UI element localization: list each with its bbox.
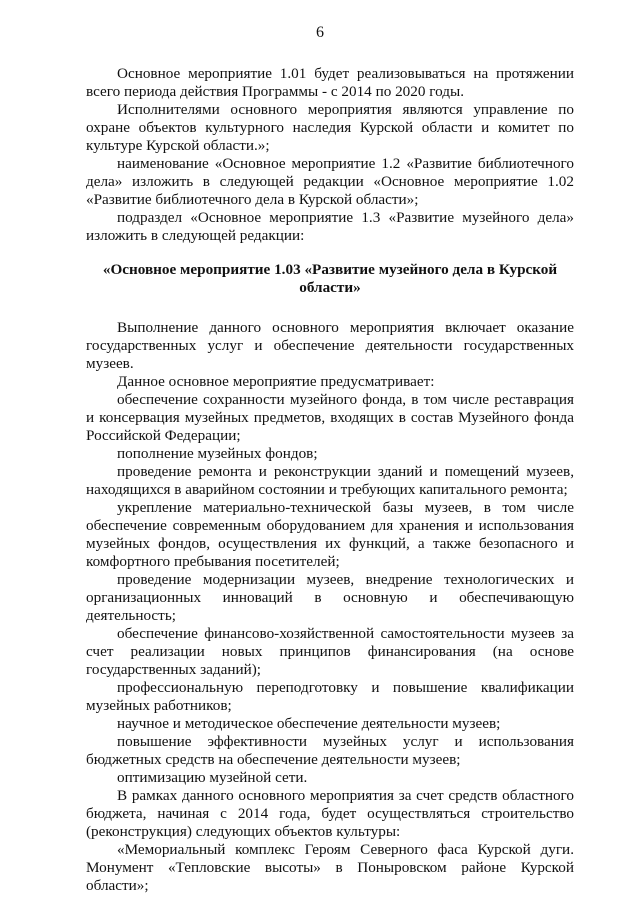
paragraph: Исполнителями основного мероприятия являются управление по охране объектов культурного наследия Курской области и комитет по культуре Курской области.»; [86,101,574,154]
spacer [86,297,574,319]
list-item: профессиональную переподготовку и повышение квалификации музейных работников; [86,679,574,714]
paragraph: подраздел «Основное мероприятие 1.3 «Развитие музейного дела» изложить в следующей редакции: [86,209,574,244]
list-item: повышение эффективности музейных услуг и использования бюджетных средств на обеспечение деятельности музеев; [86,733,574,768]
list-item: «Мемориальный комплекс Героям Северного фаса Курской дуги. Монумент «Тепловские высоты» в Поныровском районе Курской области»; [86,841,574,894]
list-item: обеспечение финансово-хозяйственной самостоятельности музеев за счет реализации новых принципов финансирования (на основе государственных заданий); [86,625,574,678]
page-number: 6 [316,24,324,41]
paragraph: В рамках данного основного мероприятия за счет средств областного бюджета, начиная с 2014 года, будет осуществляться строительство (реконструкция) следующих объектов культуры: [86,787,574,840]
list-item: укрепление материально-технической базы музеев, в том числе обеспечение современным оборудованием для хранения и использования музейных фондов, осуществления их функций, а также безопасного и комфортного пребывания посетителей; [86,499,574,570]
list-item: научное и методическое обеспечение деятельности музеев; [117,715,501,732]
list-item: оптимизацию музейной сети. [117,769,308,786]
list-item: проведение модернизации музеев, внедрение технологических и организационных инноваций в основную и обеспечивающую деятельность; [86,571,574,624]
document-body [86,65,574,895]
paragraph: наименование «Основное мероприятие 1.2 «Развитие библиотечного дела» изложить в следующей редакции «Основное мероприятие 1.02 «Развитие библиотечного дела в Курской области»; [86,155,574,208]
paragraph: Основное мероприятие 1.01 будет реализовываться на протяжении всего периода действия Программы - с 2014 по 2020 годы. [86,65,574,100]
paragraph: Данное основное мероприятие предусматривает: [117,373,435,390]
paragraph: Выполнение данного основного мероприятия включает оказание государственных услуг и обеспечение деятельности государственных музеев. [86,319,574,372]
list-item: пополнение музейных фондов; [117,445,318,462]
list-item: проведение ремонта и реконструкции зданий и помещений музеев, находящихся в аварийном состоянии и требующих капитального ремонта; [86,463,574,498]
section-heading: «Основное мероприятие 1.03 «Развитие музейного дела в Курской области» [102,261,558,296]
list-item: обеспечение сохранности музейного фонда, в том числе реставрация и консервация музейных предметов, входящих в состав Музейного фонда Российской Федерации; [86,391,574,444]
